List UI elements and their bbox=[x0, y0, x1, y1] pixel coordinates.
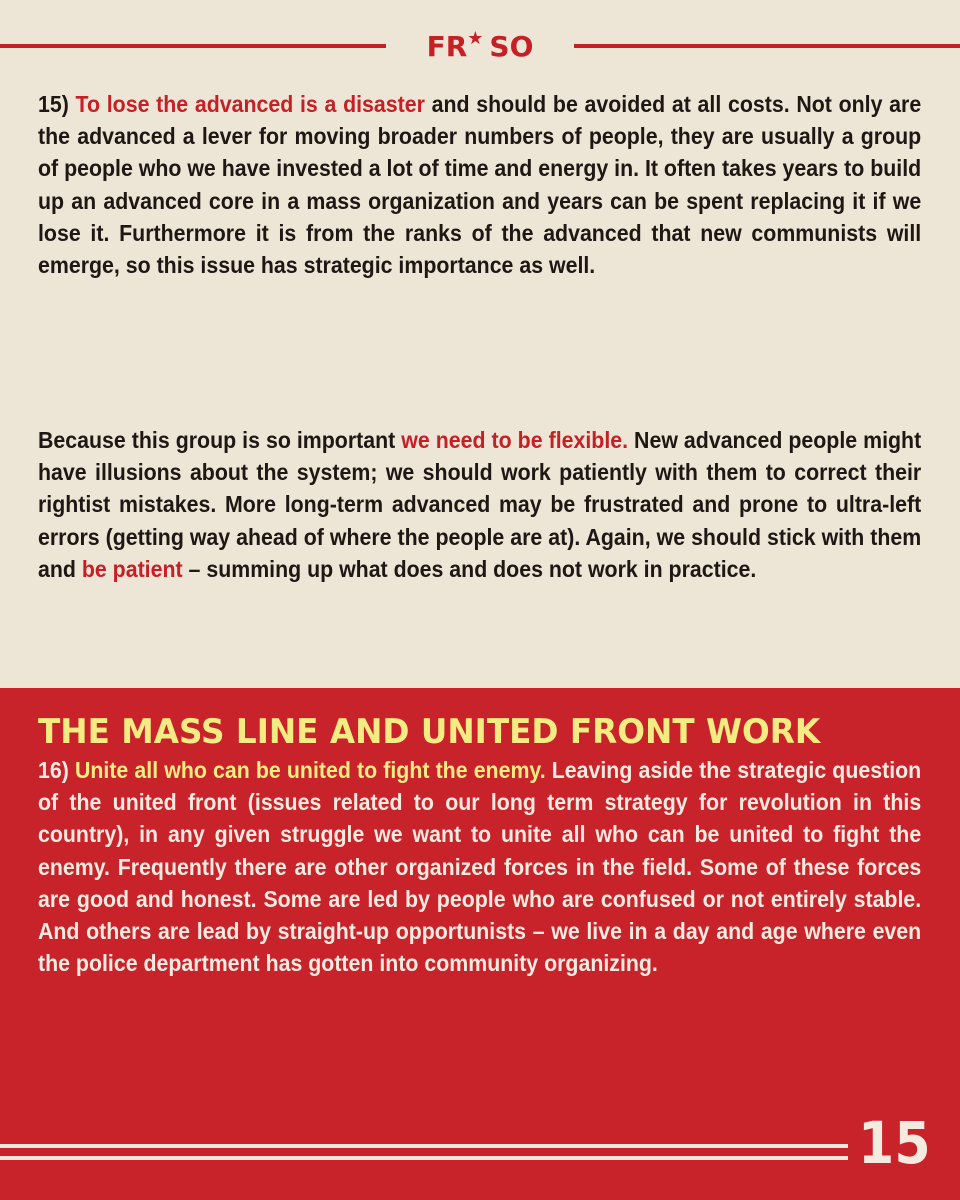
logo-suffix: SO bbox=[489, 29, 534, 63]
highlight-text: To lose the advanced is a disaster bbox=[75, 91, 425, 117]
paragraph-body: New advanced people might have illusions about the system; we should work patiently with them to correct their rightist mistakes. More long-term advanced may be frustrated and prone to ultra-left errors (getting way ahead of where the people are at). Again, we should stick with them and bbox=[38, 427, 922, 582]
star-icon: ★ bbox=[467, 27, 484, 49]
footer-rule bbox=[0, 1144, 848, 1148]
footer-rule bbox=[0, 1156, 848, 1160]
paragraph-body: and should be avoided at all costs. Not only are the advanced a lever for moving broader numbers of people, they are usually a group of people who we have invested a lot of time and energy in. It often takes years to build up an advanced core in a mass organization and years can be spent replacing it if we lose it. Furthermore it is from the ranks of the advanced that new communists will emerge, so this issue has strategic importance as well. bbox=[38, 91, 922, 279]
paragraph-number: 16) bbox=[38, 757, 75, 783]
section-heading: THE MASS LINE AND UNITED FRONT WORK bbox=[38, 712, 821, 752]
paragraph-body: – summing up what does and does not work in practice. bbox=[182, 555, 757, 582]
header-rule-right bbox=[574, 44, 960, 48]
frso-logo bbox=[410, 26, 550, 66]
paragraph-15 bbox=[38, 88, 921, 281]
paragraph-body: Leaving aside the strategic question of the united front (issues related to our long term strategy for revolution in this country), in any given struggle we want to unite all who can be united to fight the enemy. Frequently there are other organized forces in the field. Some of these forces are good and honest. Some are led by people who are confused or not entirely stable. And others are lead by straight-up opportunists – we live in a day and age where even the police department has gotten into community organizing. bbox=[38, 757, 922, 977]
paragraph-body: Because this group is so important bbox=[38, 427, 402, 453]
paragraph-15-continued bbox=[38, 424, 921, 585]
highlight-text: be patient bbox=[81, 555, 183, 582]
logo-prefix: FR bbox=[426, 29, 468, 63]
header-rule-left bbox=[0, 44, 386, 48]
highlight-text: Unite all who can be united to fight the enemy. bbox=[74, 757, 546, 783]
highlight-text: we need to be flexible. bbox=[401, 427, 629, 453]
paragraph-16 bbox=[38, 754, 921, 979]
paragraph-number: 15) bbox=[38, 91, 76, 117]
page-number: 15 bbox=[858, 1109, 931, 1177]
